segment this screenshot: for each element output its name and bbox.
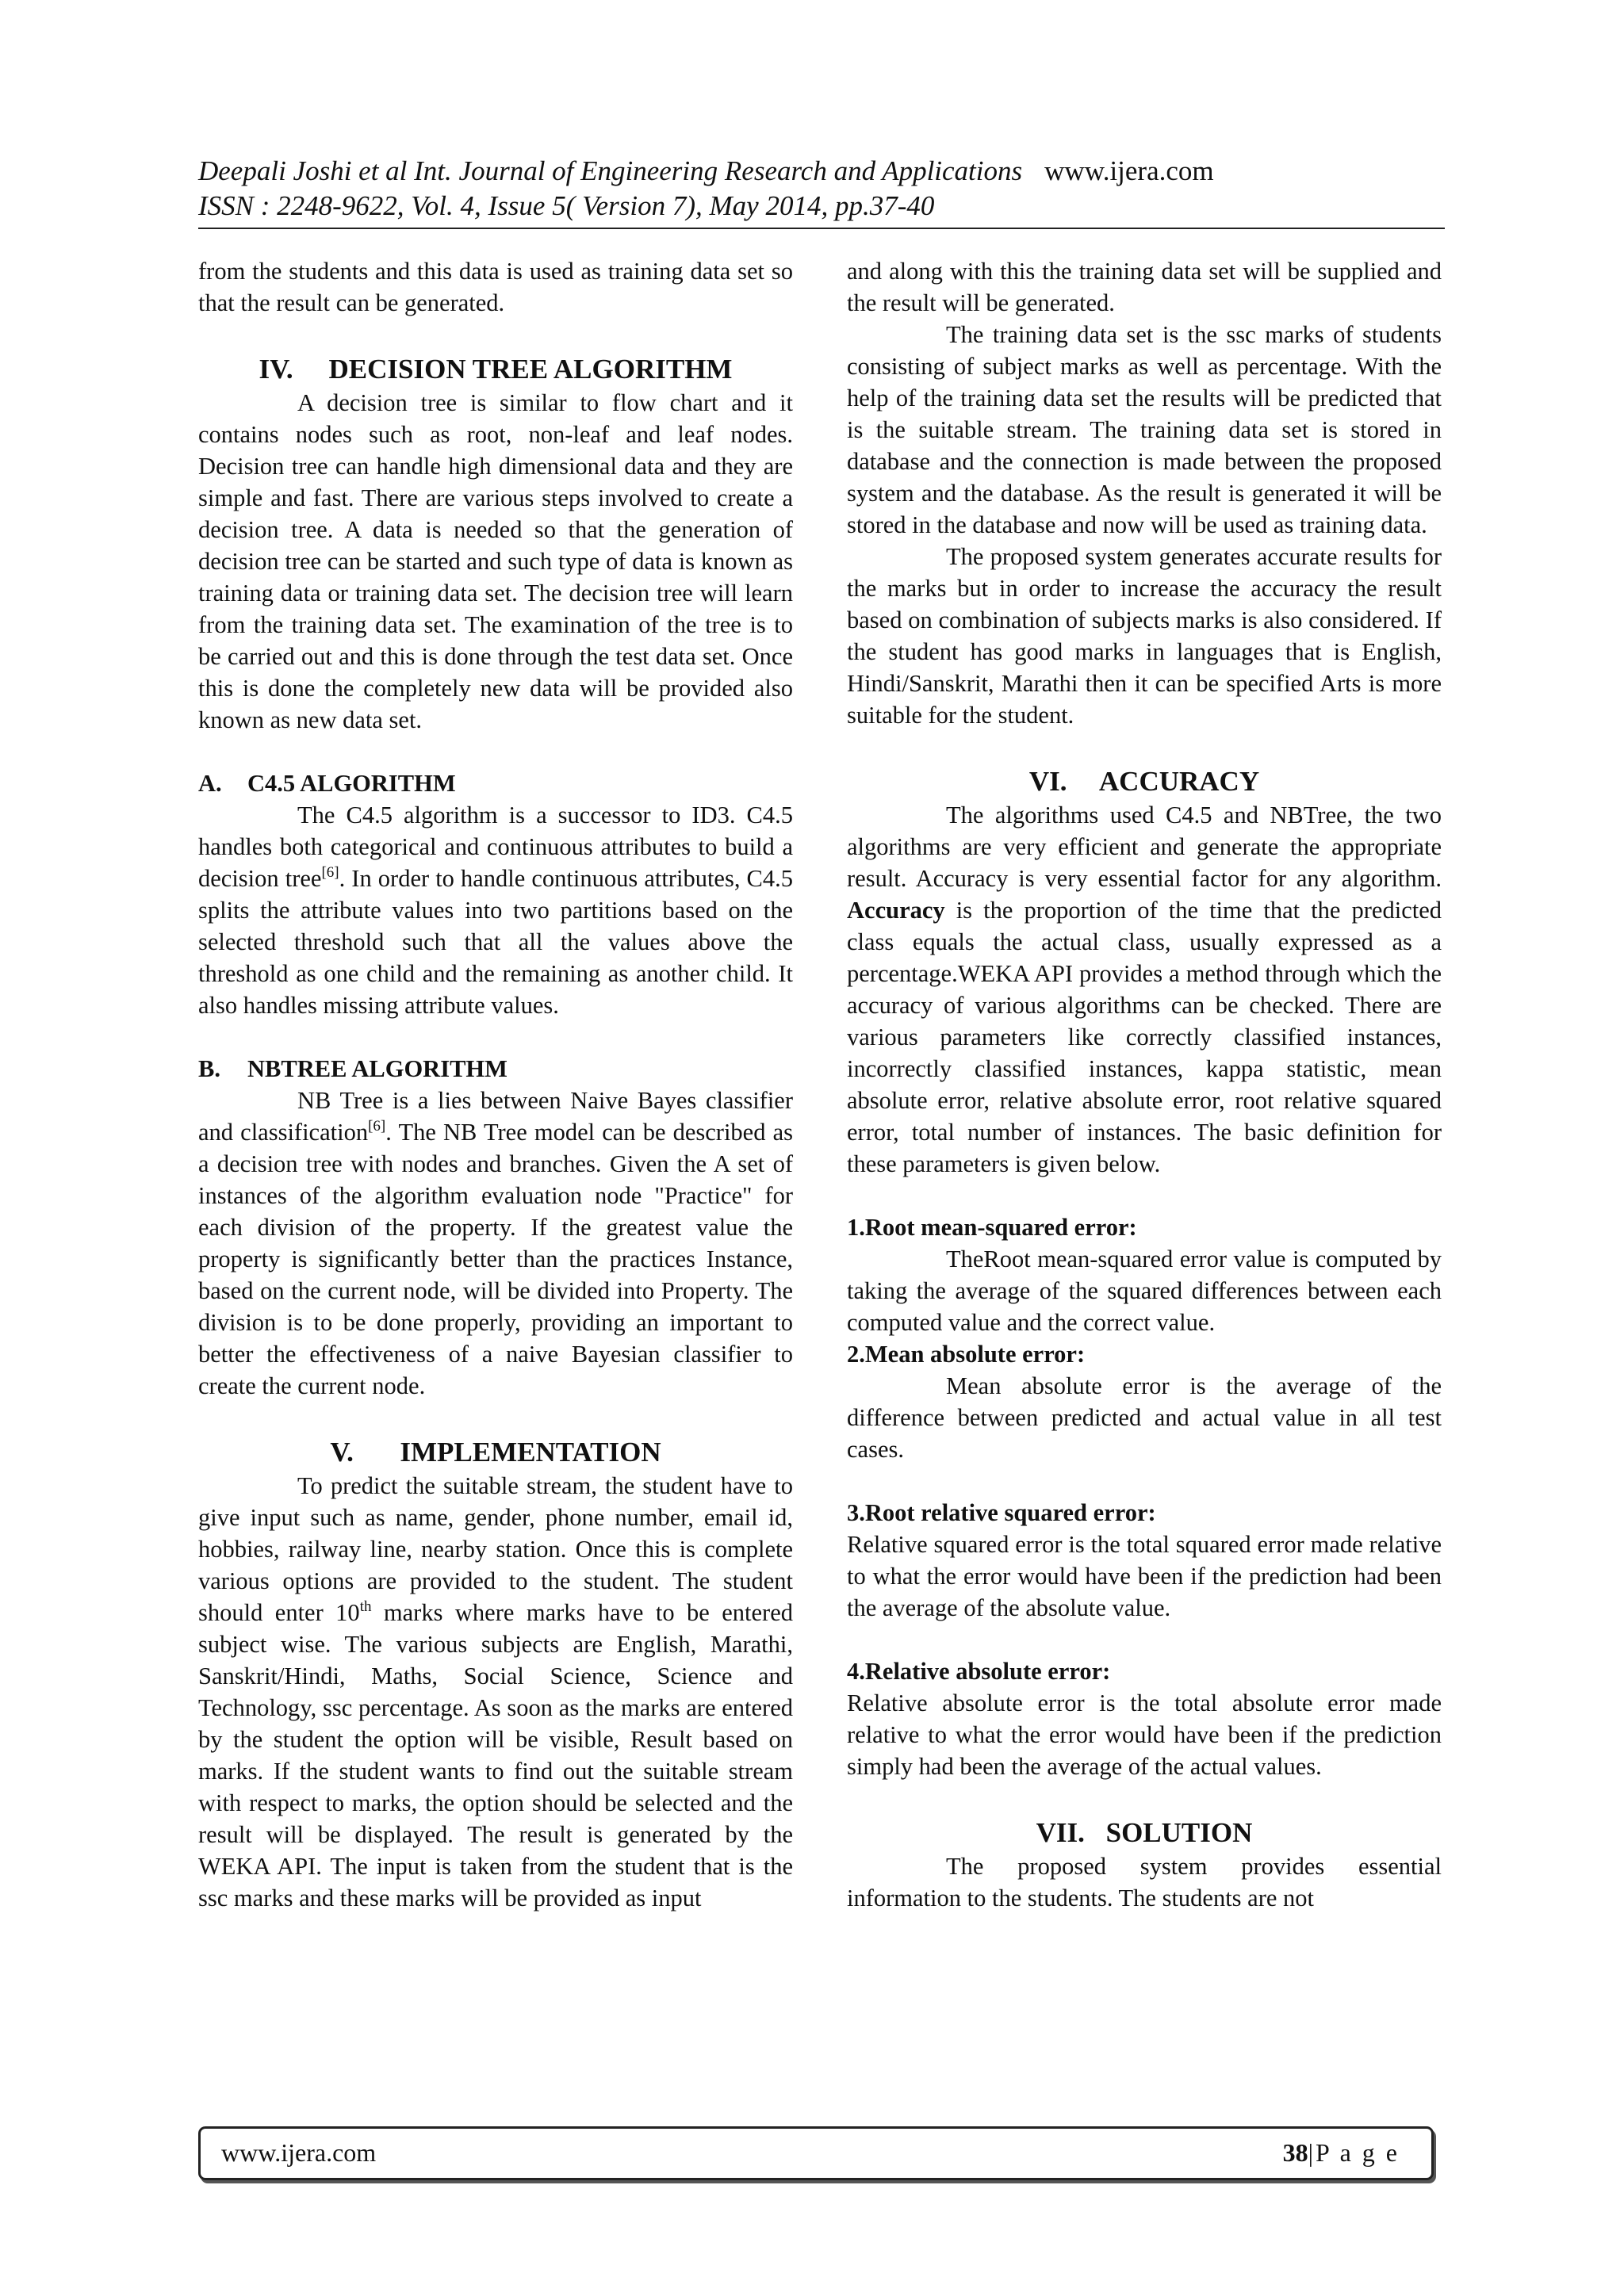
subsection-heading-b bbox=[198, 1053, 793, 1085]
rae-definition: Relative absolute error is the total absolute error made relative to what the error would have been if the prediction simply had been the average of the actual values. bbox=[847, 1689, 1442, 1780]
rmse-definition: TheRoot mean-squared error value is computed by taking the average of the squared differences between each computed value and the correct value. bbox=[847, 1246, 1442, 1336]
right-column bbox=[847, 255, 1442, 1914]
section-title: SOLUTION bbox=[1105, 1817, 1253, 1848]
superscript-th: th bbox=[359, 1598, 372, 1615]
implementation-text-b: marks where marks have to be entered subject wise. The various subjects are English, Marathi, Sanskrit/Hindi, Maths, Social Science, Science and Technology, ssc percentage. As soon as the marks are entered by the student the option will be visible, Result based on marks. If the student wants to find out the suitable stream with respect to marks, the option should be selected and the result will be displayed. The result is generated by the WEKA API. The input is taken from the student that is the ssc marks and these marks will be provided as input bbox=[198, 1599, 793, 1911]
c45-text-b: . In order to handle continuous attributes, C4.5 splits the attribute values into two partitions based on the selected threshold such that all the values above the threshold as one child and the remaining as another child. It also handles missing attribute values. bbox=[198, 865, 793, 1019]
accuracy-text-b: is the proportion of the time that the predicted class equals the actual class, usually expressed as a percentage.WEKA API provides a method through which the accuracy of various algorithms can be checked. There are various parameters like correctly classified instances, incorrectly classified instances, kappa statistic, mean absolute error, relative absolute error, root relative squared error, total number of instances. The basic definition for these parameters is given below. bbox=[847, 897, 1442, 1177]
section-number: V. bbox=[330, 1437, 354, 1468]
journal-line bbox=[198, 154, 1445, 189]
section-heading-v bbox=[198, 1435, 793, 1470]
section-number: IV. bbox=[259, 354, 293, 385]
subsection-title: C4.5 ALGORITHM bbox=[247, 770, 456, 797]
c45-paragraph bbox=[198, 799, 793, 1021]
section-title: IMPLEMENTATION bbox=[400, 1437, 661, 1468]
section-heading-iv bbox=[198, 352, 793, 387]
solution-paragraph: The proposed system provides essential information to the students. The students are not bbox=[847, 1853, 1442, 1911]
rrse-definition: Relative squared error is the total squared error made relative to what the error would have been if the prediction had been the average of the absolute value. bbox=[847, 1531, 1442, 1621]
page-number-value: 38 bbox=[1282, 2138, 1308, 2167]
subsection-number: B. bbox=[198, 1055, 220, 1082]
footer-website[interactable]: www.ijera.com bbox=[221, 2138, 377, 2167]
page-footer bbox=[198, 2126, 1434, 2180]
running-header bbox=[198, 154, 1445, 224]
accuracy-text-a: The algorithms used C4.5 and NBTree, the two algorithms are very efficient and generate the appropriate result. Accuracy is very essential factor for any algorithm. bbox=[847, 802, 1442, 892]
implementation-text-a: To predict the suitable stream, the student have to give input such as name, gender, phone number, email id, hobbies, railway line, nearby station. Once this is complete various options are provided to the student. The student should enter 10 bbox=[198, 1472, 793, 1626]
section-title: DECISION TREE ALGORITHM bbox=[328, 354, 733, 385]
page-label: |P a g e bbox=[1308, 2138, 1400, 2167]
section-heading-vi bbox=[847, 764, 1442, 799]
citation-ref: [6] bbox=[368, 1118, 386, 1135]
section-title: ACCURACY bbox=[1098, 766, 1260, 797]
journal-website[interactable]: www.ijera.com bbox=[1044, 155, 1214, 186]
mae-definition: Mean absolute error is the average of the difference between predicted and actual value in all test cases. bbox=[847, 1372, 1442, 1463]
decision-tree-paragraph: A decision tree is similar to flow chart and it contains nodes such as root, non-leaf and leaf nodes. Decision tree can handle high dimensional data and they are simple and fast. There are various steps involved to create a decision tree. A data is needed so that the generation of decision tree can be started and such type of data is known as training data or training data set. The decision tree will learn from the training data set. The examination of the tree is to be carried out and this is done through the test data set. Once this is done the completely new data will be provided also known as new data set. bbox=[198, 389, 793, 733]
mae-heading: 2.Mean absolute error: bbox=[847, 1341, 1086, 1368]
issn-line: ISSN : 2248-9622, Vol. 4, Issue 5( Version 7), May 2014, pp.37-40 bbox=[198, 190, 935, 221]
accuracy-keyword: Accuracy bbox=[847, 897, 945, 924]
implementation-paragraph bbox=[198, 1470, 793, 1914]
accuracy-combination-paragraph: The proposed system generates accurate results for the marks but in order to increase the accuracy the result based on combination of subjects marks is also considered. If the student has good marks in languages that is English, Hindi/Sanskrit, Marathi then it can be specified Arts is more suitable for the student. bbox=[847, 543, 1442, 729]
training-data-paragraph: The training data set is the ssc marks of students consisting of subject marks as well as percentage. With the help of the training data set the results will be predicted that is the suitable stream. The training data set is stored in database and the connection is made between the proposed system and the database. As the result is generated it will be stored in the database and now will be used as training data. bbox=[847, 321, 1442, 538]
nbtree-paragraph bbox=[198, 1085, 793, 1402]
accuracy-paragraph bbox=[847, 799, 1442, 1180]
journal-title: Deepali Joshi et al Int. Journal of Engineering Research and Applications bbox=[198, 155, 1023, 186]
rrse-heading: 3.Root relative squared error: bbox=[847, 1499, 1156, 1526]
subsection-number: A. bbox=[198, 770, 222, 797]
subsection-heading-a bbox=[198, 767, 793, 799]
rmse-heading: 1.Root mean-squared error: bbox=[847, 1214, 1137, 1241]
nbtree-text-a: NB Tree is a lies between Naive Bayes classifier and classification bbox=[198, 1087, 793, 1146]
intro-paragraph: from the students and this data is used as training data set so that the result can be generated. bbox=[198, 258, 793, 316]
c45-text-a: The C4.5 algorithm is a successor to ID3. C4.5 handles both categorical and continuous attributes to build a decision tree bbox=[198, 802, 793, 892]
nbtree-text-b: . The NB Tree model can be described as a decision tree with nodes and branches. Given the A set of instances of the algorithm evaluation node "Practice" for each division of the property. If the greatest value the property is significantly better than the practices Instance, based on the current node, will be divided into Property. The division is to be done properly, providing an important to better the effectiveness of a naive Bayesian classifier to create the current node. bbox=[198, 1119, 794, 1399]
subsection-title: NBTREE ALGORITHM bbox=[247, 1055, 508, 1082]
continuation-paragraph: and along with this the training data set will be supplied and the result will be generated. bbox=[847, 258, 1442, 316]
citation-ref: [6] bbox=[321, 864, 339, 881]
rae-heading: 4.Relative absolute error: bbox=[847, 1658, 1111, 1685]
left-column bbox=[198, 255, 793, 1914]
header-divider bbox=[198, 228, 1445, 229]
section-number: VII. bbox=[1036, 1817, 1085, 1848]
section-number: VI. bbox=[1028, 766, 1067, 797]
page-number bbox=[1283, 2137, 1400, 2168]
section-heading-vii bbox=[847, 1816, 1442, 1850]
